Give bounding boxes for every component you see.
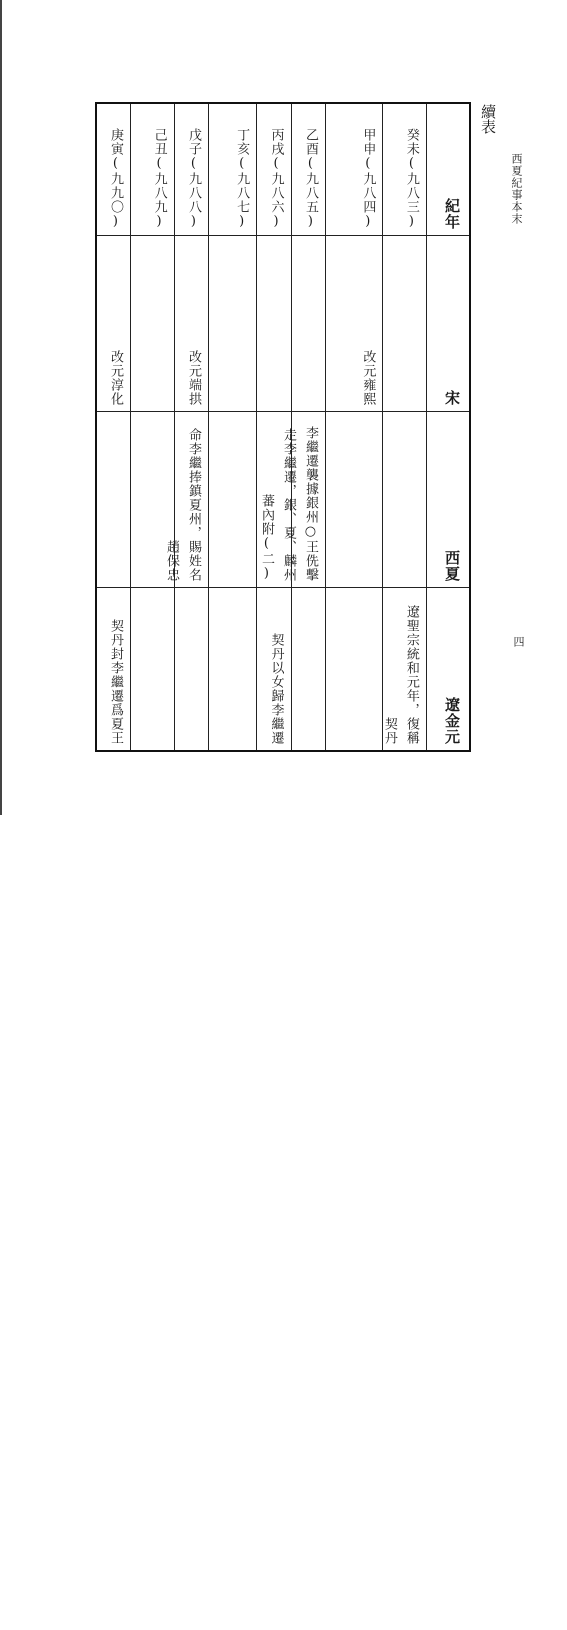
xixia-cell xyxy=(208,411,256,587)
xixia-cell: 李繼遷襲據銀州○王侁擊走李繼遷，銀、夏、麟州蕃內附(二) xyxy=(291,411,325,587)
song-cell: 改元端拱 xyxy=(174,235,208,411)
liao-cell xyxy=(174,587,208,751)
song-cell xyxy=(208,235,256,411)
song-cell: 改元雍熙 xyxy=(325,235,382,411)
xixia-cell xyxy=(96,411,130,587)
year-cell: 癸未(九八三) xyxy=(383,103,427,235)
table-title: 續表 xyxy=(479,104,497,134)
liao-cell xyxy=(130,587,174,751)
year-cell: 甲申(九八四) xyxy=(325,103,382,235)
page-number: 四 xyxy=(512,636,525,647)
liao-cell xyxy=(325,587,382,751)
liao-cell xyxy=(208,587,256,751)
xixia-cell xyxy=(383,411,427,587)
year-cell: 乙酉(九八五) xyxy=(291,103,325,235)
song-cell xyxy=(257,235,291,411)
chronology-table xyxy=(95,102,471,752)
year-cell: 丁亥(九八七) xyxy=(208,103,256,235)
header-cell-liao: 遼金元 xyxy=(426,587,470,751)
song-cell: 改元淳化 xyxy=(96,235,130,411)
xixia-cell xyxy=(325,411,382,587)
liao-cell xyxy=(291,587,325,751)
year-cell: 己丑(九八九) xyxy=(130,103,174,235)
header-cell-xixia: 西夏 xyxy=(426,411,470,587)
header-cell-year: 紀年 xyxy=(426,103,470,235)
liao-cell: 契丹以女歸李繼遷 xyxy=(257,587,291,751)
song-cell xyxy=(130,235,174,411)
song-cell xyxy=(383,235,427,411)
xixia-cell xyxy=(257,411,291,587)
song-cell xyxy=(291,235,325,411)
year-cell: 丙戌(九八六) xyxy=(257,103,291,235)
year-cell: 戊子(九八八) xyxy=(174,103,208,235)
running-title: 西夏紀事本末 xyxy=(510,153,523,225)
page-left-border xyxy=(0,0,2,815)
xixia-cell xyxy=(130,411,174,587)
xixia-cell: 命李繼捧鎮夏州，賜姓名趙保忠 xyxy=(174,411,208,587)
liao-cell: 契丹封李繼遷爲夏王 xyxy=(96,587,130,751)
year-cell: 庚寅(九九〇) xyxy=(96,103,130,235)
liao-cell: 遼聖宗統和元年，復稱契丹 xyxy=(383,587,427,751)
header-cell-song: 宋 xyxy=(426,235,470,411)
